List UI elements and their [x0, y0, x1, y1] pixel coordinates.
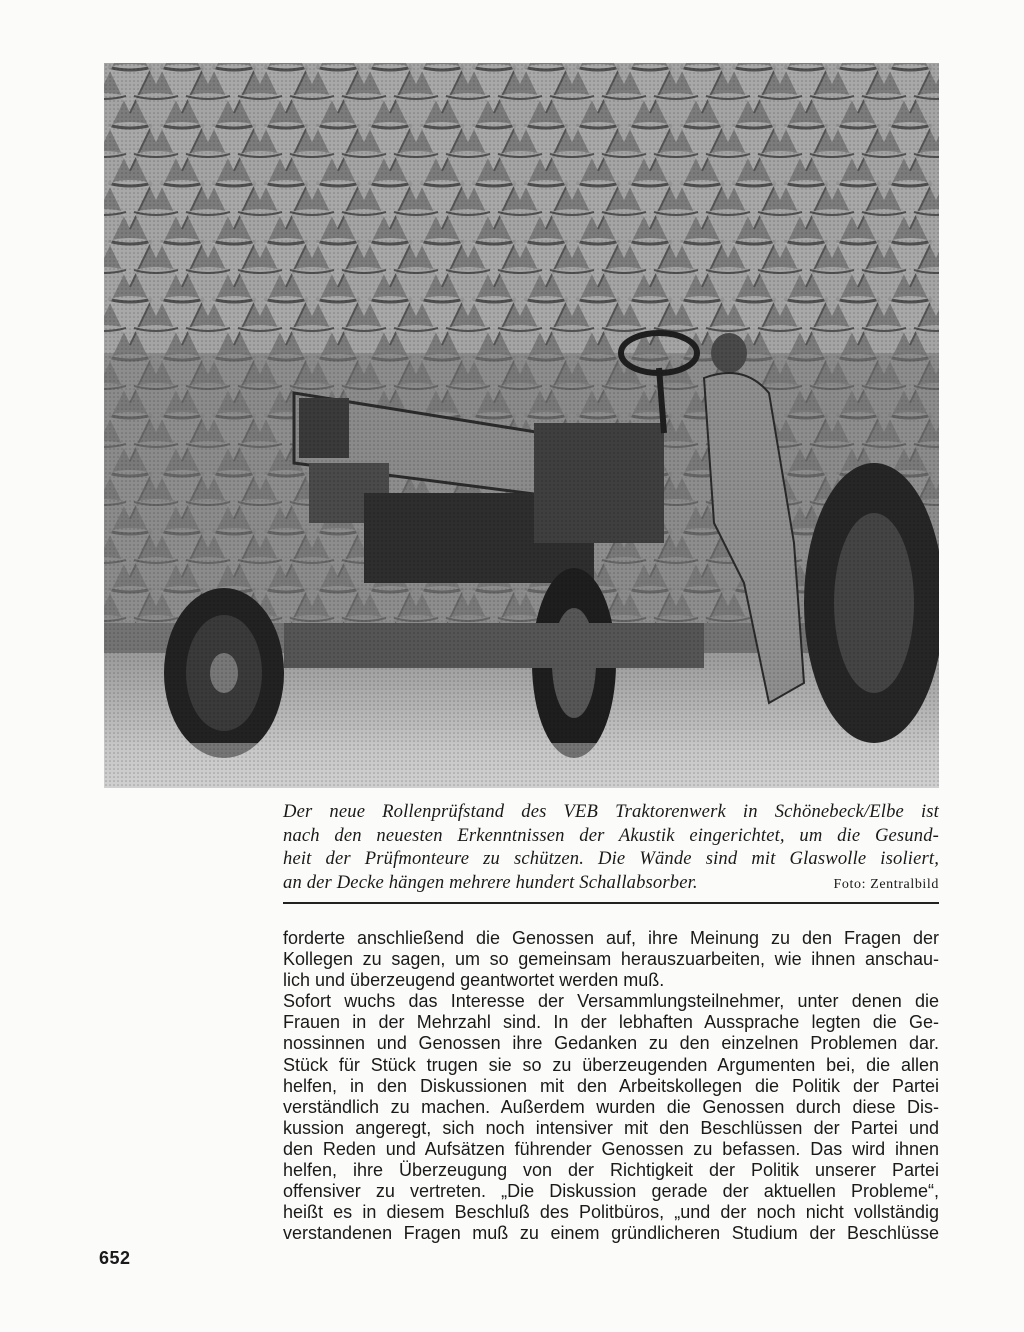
text-line: forderte anschließend die Genossen auf, ihre Meinung zu den Fragen der — [283, 928, 939, 948]
text-line: heißt es in diesem Beschluß des Politbüros, „und der noch nicht vollständig — [283, 1202, 939, 1223]
body-text — [283, 928, 939, 1244]
text-line: den Reden und Aufsätzen führender Genossen zu befassen. Das wird ihnen — [283, 1138, 939, 1159]
text-line: helfen, in den Diskussionen mit den Arbeitskollegen die Politik der Partei — [283, 1075, 939, 1096]
tractor-test-stand-photo — [104, 63, 939, 788]
text-line: Stück für Stück trugen sie so zu überzeugenden Argumenten bei, die allen — [283, 1054, 939, 1075]
photograph — [104, 63, 939, 788]
text-line: nossinnen und Genossen ihre Gedanken zu den einzelnen Problemen dar. — [283, 1033, 939, 1054]
text-line: Kollegen zu sagen, um so gemeinsam herauszuarbeiten, wie ihnen anschau- — [283, 949, 939, 970]
text-line: verstandenen Fragen muß zu einem gründlicheren Studium der Beschlüsse — [283, 1223, 939, 1244]
caption-line: heit der Prüfmonteure zu schützen. Die Wände sind mit Glaswolle isoliert, — [283, 848, 939, 869]
caption-last-line — [283, 871, 939, 897]
text-line: Frauen in der Mehrzahl sind. In der lebhaften Aussprache legten die Ge- — [283, 1012, 939, 1033]
text-line: lich und überzeugend geantwortet werden muß. — [283, 970, 665, 991]
photo-credit: Foto: Zentralbild — [833, 876, 939, 892]
text-line: kussion angeregt, sich noch intensiver mit den Beschlüssen der Partei und — [283, 1117, 939, 1138]
text-line: Sofort wuchs das Interesse der Versammlungsteilnehmer, unter denen die — [283, 991, 939, 1012]
photo-caption — [283, 800, 939, 896]
caption-divider — [283, 902, 939, 904]
caption-line: nach den neuesten Erkenntnissen der Akustik eingerichtet, um die Gesund- — [283, 824, 939, 846]
text-line: verständlich zu machen. Außerdem wurden die Genossen durch diese Dis- — [283, 1096, 939, 1117]
caption-line: an der Decke hängen mehrere hundert Schallabsorber. — [283, 871, 698, 893]
caption-line: Der neue Rollenprüfstand des VEB Traktorenwerk in Schönebeck/Elbe ist — [283, 801, 939, 822]
text-line: helfen, ihre Überzeugung von der Richtigkeit der Politik unserer Partei — [283, 1160, 939, 1181]
text-line: offensiver zu vertreten. „Die Diskussion gerade der aktuellen Probleme“, — [283, 1181, 939, 1202]
page-number: 652 — [99, 1248, 131, 1268]
